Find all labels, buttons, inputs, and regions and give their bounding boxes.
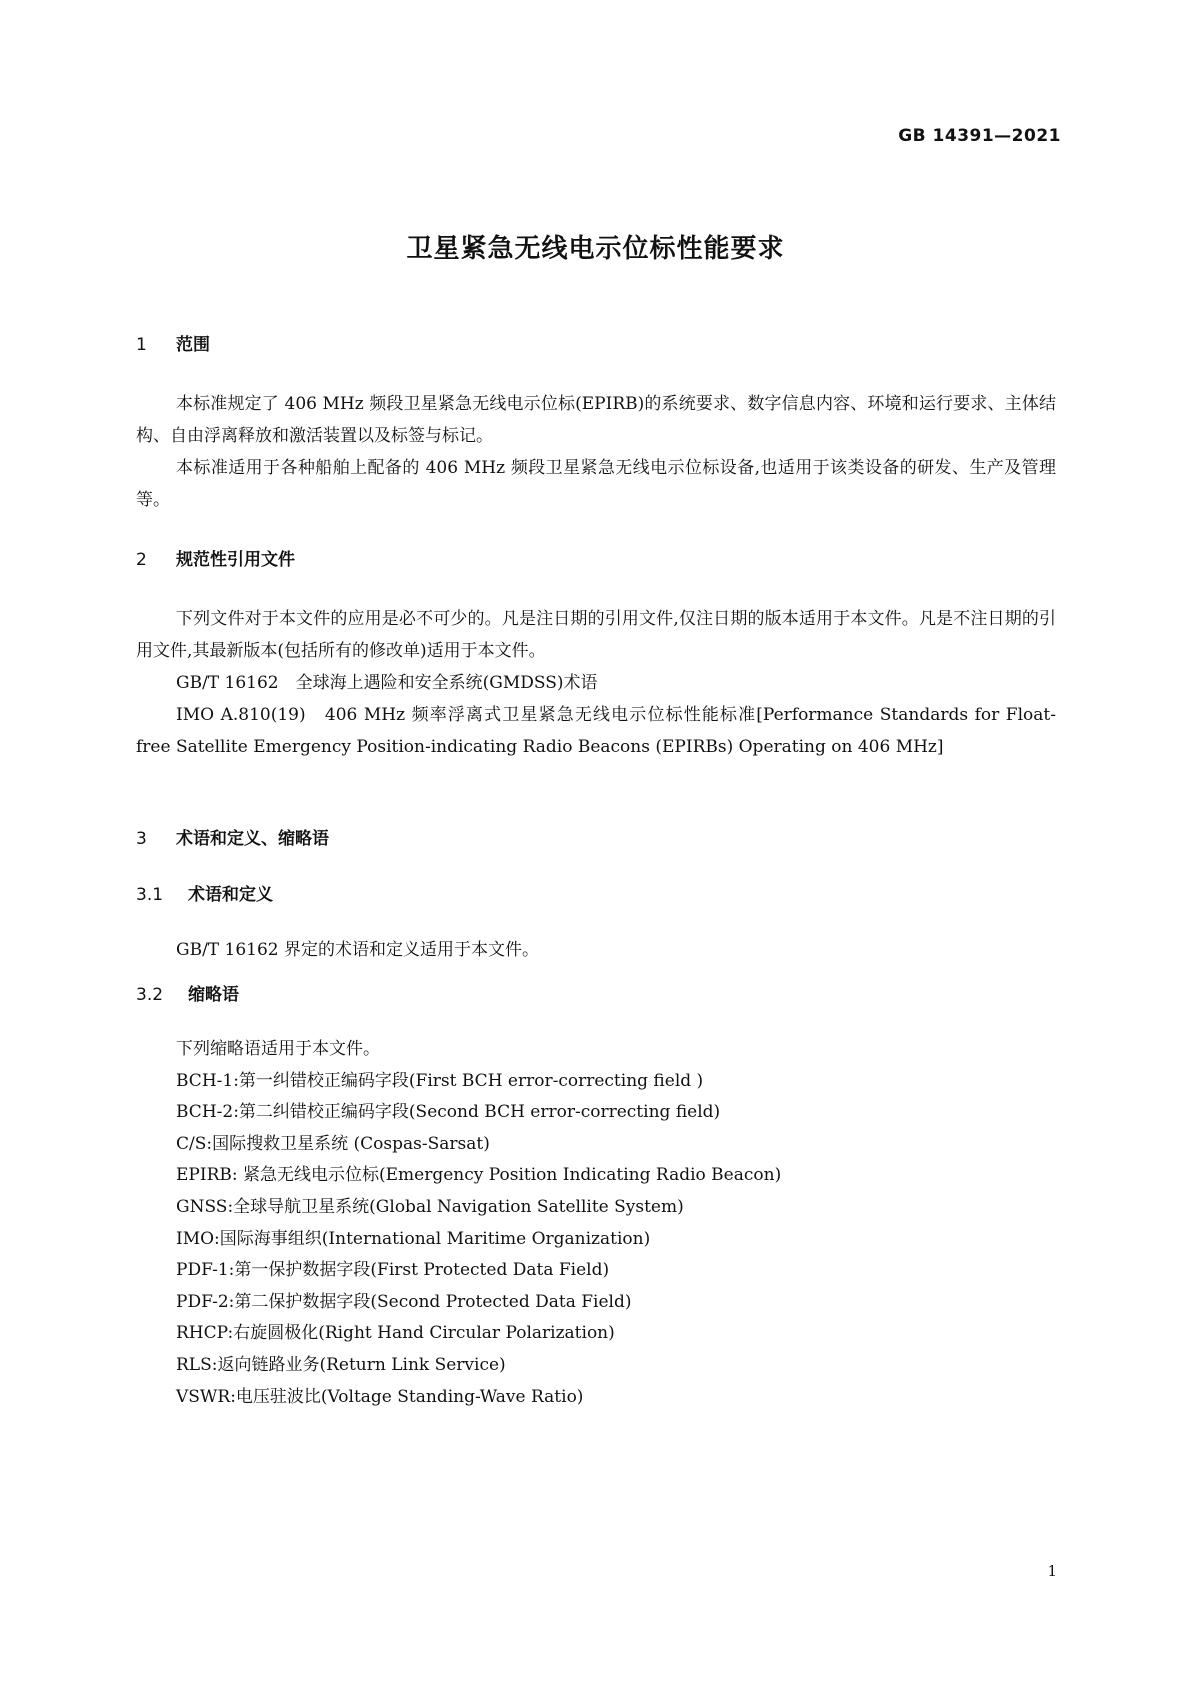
abbreviation-item: VSWR:电压驻波比(Voltage Standing-Wave Ratio): [176, 1386, 584, 1407]
subsection-number: 3.2: [136, 985, 164, 1005]
section-1-paragraph-1: 本标准规定了 406 MHz 频段卫星紧急无线电示位标(EPIRB)的系统要求、数字信息内容、环境和运行要求、主体结构、自由浮离释放和激活装置以及标签与标记。: [136, 394, 1056, 446]
subsection-number: 3.1: [136, 885, 164, 905]
abbreviation-item: BCH-1:第一纠错校正编码字段(First BCH error-correcting field ): [176, 1070, 704, 1091]
subsection-title: 缩略语: [188, 985, 239, 1005]
abbreviation-item: PDF-1:第一保护数据字段(First Protected Data Field): [176, 1260, 610, 1281]
abbreviation-item: IMO:国际海事组织(International Maritime Organization): [176, 1228, 651, 1249]
section-number: 2: [136, 550, 147, 570]
abbreviation-item: BCH-2:第二纠错校正编码字段(Second BCH error-correcting field): [176, 1102, 721, 1123]
section-number: 3: [136, 829, 147, 849]
abbreviation-item: PDF-2:第二保护数据字段(Second Protected Data Field): [176, 1291, 632, 1312]
abbreviation-list: [176, 1034, 781, 1413]
normative-reference-2: IMO A.810(19) 406 MHz 频率浮离式卫星紧急无线电示位标性能标准[Performance Standards for Float-free Satellite Emergency Position-indicating Radio Beacons (EPIRBs) Operating on 406 MHz]: [136, 705, 1056, 757]
section-number: 1: [136, 335, 147, 355]
page-number: 1: [1047, 1562, 1057, 1580]
section-1-heading: [136, 330, 210, 355]
abbreviation-intro: 下列缩略语适用于本文件。: [176, 1039, 380, 1059]
document-title: 卫星紧急无线电示位标性能要求: [406, 234, 785, 264]
section-2-paragraph-1: 下列文件对于本文件的应用是必不可少的。凡是注日期的引用文件,仅注日期的版本适用于本文件。凡是不注日期的引用文件,其最新版本(包括所有的修改单)适用于本文件。: [136, 609, 1056, 661]
subsection-title: 术语和定义: [188, 885, 273, 905]
section-title: 范围: [176, 335, 210, 355]
section-3-heading: [136, 824, 329, 849]
abbreviation-item: RHCP:右旋圆极化(Right Hand Circular Polarization): [176, 1323, 615, 1344]
normative-reference-1: GB/T 16162 全球海上遇险和安全系统(GMDSS)术语: [176, 673, 598, 693]
abbreviation-item: RLS:返向链路业务(Return Link Service): [176, 1354, 506, 1375]
subsection-3-2-heading: [136, 980, 239, 1005]
abbreviation-item: GNSS:全球导航卫星系统(Global Navigation Satellite System): [176, 1196, 684, 1217]
abbreviation-item: C/S:国际搜救卫星系统 (Cospas-Sarsat): [176, 1133, 490, 1154]
section-title: 术语和定义、缩略语: [176, 829, 329, 849]
section-1-paragraph-2: 本标准适用于各种船舶上配备的 406 MHz 频段卫星紧急无线电示位标设备,也适用于该类设备的研发、生产及管理等。: [136, 458, 1056, 510]
subsection-3-1-paragraph: GB/T 16162 界定的术语和定义适用于本文件。: [176, 940, 540, 960]
standard-code: GB 14391—2021: [898, 126, 1061, 146]
abbreviation-item: EPIRB: 紧急无线电示位标(Emergency Position Indicating Radio Beacon): [176, 1165, 782, 1186]
section-title: 规范性引用文件: [176, 550, 295, 570]
section-2-heading: [136, 545, 295, 570]
subsection-3-1-heading: [136, 880, 273, 905]
